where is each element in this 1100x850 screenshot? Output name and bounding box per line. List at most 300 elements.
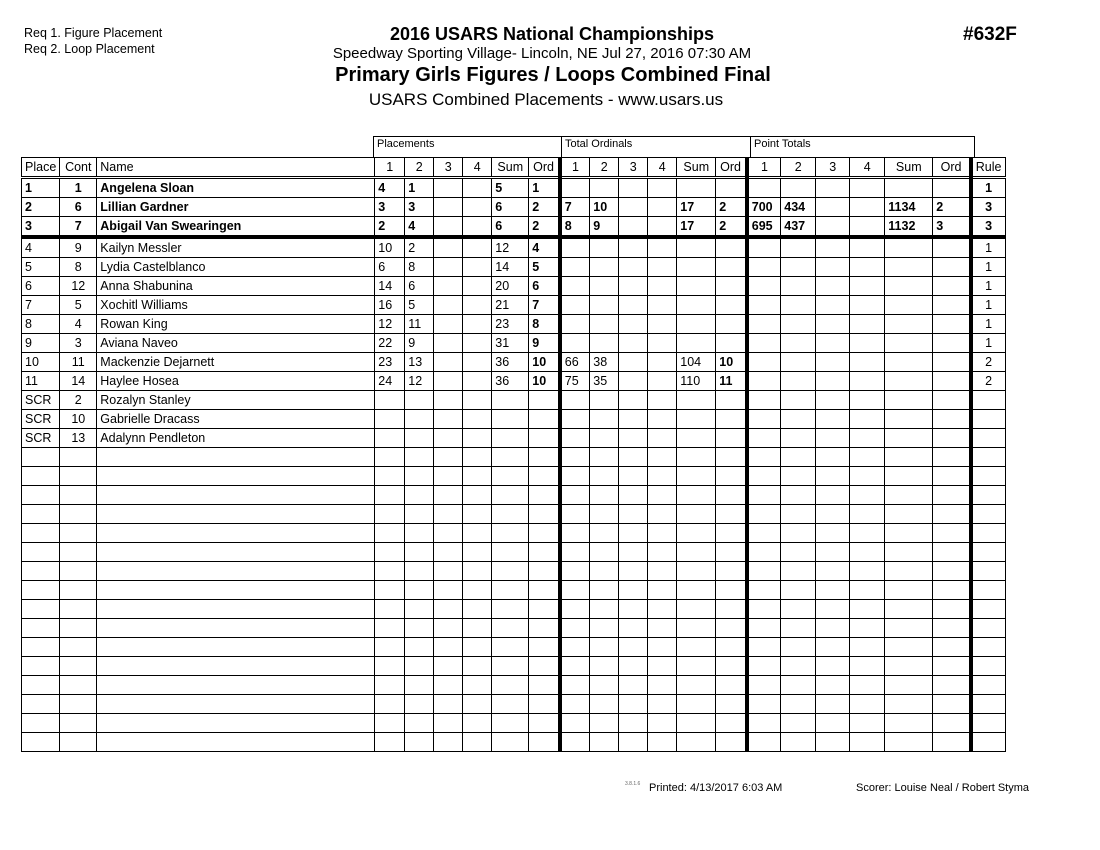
points-2-cell — [781, 315, 816, 334]
points-2-cell — [781, 448, 816, 467]
placement-1-cell: 12 — [375, 315, 405, 334]
points-1-cell — [747, 619, 781, 638]
placement-sum-cell — [492, 733, 529, 752]
placement-2-cell: 8 — [405, 258, 434, 277]
points-3-cell — [816, 657, 850, 676]
ordinal-1-cell — [560, 562, 590, 581]
ordinal-4-cell — [648, 334, 677, 353]
col-points-1: 1 — [747, 158, 781, 178]
placement-sum-cell: 5 — [492, 178, 529, 198]
place-cell — [22, 448, 60, 467]
rule-cell — [971, 524, 1005, 543]
ordinal-3-cell — [619, 448, 648, 467]
placement-1-cell: 3 — [375, 198, 405, 217]
ordinal-ord-cell — [716, 178, 747, 198]
placement-ord-cell — [529, 543, 560, 562]
name-cell — [97, 714, 375, 733]
ordinal-ord-cell — [716, 676, 747, 695]
placement-ord-cell: 8 — [529, 315, 560, 334]
rule-cell — [971, 638, 1005, 657]
rule-cell — [971, 505, 1005, 524]
ordinal-3-cell — [619, 676, 648, 695]
points-4-cell — [850, 562, 885, 581]
ordinal-sum-cell: 104 — [677, 353, 716, 372]
placement-sum-cell — [492, 467, 529, 486]
ordinal-3-cell — [619, 391, 648, 410]
placement-2-cell — [405, 600, 434, 619]
ordinal-1-cell: 8 — [560, 217, 590, 238]
cont-cell: 10 — [60, 410, 97, 429]
points-2-cell — [781, 178, 816, 198]
cont-cell — [60, 695, 97, 714]
place-cell: SCR — [22, 429, 60, 448]
placement-1-cell — [375, 733, 405, 752]
group-header-point-totals: Point Totals — [750, 136, 975, 157]
placement-ord-cell — [529, 695, 560, 714]
table-row — [22, 277, 1006, 296]
place-cell — [22, 486, 60, 505]
points-3-cell — [816, 600, 850, 619]
placement-ord-cell: 2 — [529, 198, 560, 217]
ordinal-sum-cell — [677, 277, 716, 296]
ordinal-1-cell — [560, 695, 590, 714]
points-ord-cell — [933, 372, 971, 391]
placement-sum-cell: 36 — [492, 372, 529, 391]
ordinal-2-cell — [590, 178, 619, 198]
name-cell — [97, 486, 375, 505]
ordinal-1-cell — [560, 467, 590, 486]
ordinal-sum-cell — [677, 638, 716, 657]
points-2-cell — [781, 467, 816, 486]
ordinal-3-cell — [619, 733, 648, 752]
placement-sum-cell: 31 — [492, 334, 529, 353]
placement-ord-cell: 7 — [529, 296, 560, 315]
ordinal-3-cell — [619, 198, 648, 217]
name-cell: Lillian Gardner — [97, 198, 375, 217]
ordinal-4-cell — [648, 448, 677, 467]
name-cell — [97, 467, 375, 486]
table-row — [22, 391, 1006, 410]
ordinal-1-cell — [560, 524, 590, 543]
points-ord-cell — [933, 334, 971, 353]
ordinal-3-cell — [619, 410, 648, 429]
ordinal-sum-cell — [677, 600, 716, 619]
placement-3-cell — [434, 714, 463, 733]
points-1-cell — [747, 429, 781, 448]
points-3-cell — [816, 619, 850, 638]
placement-1-cell — [375, 543, 405, 562]
placement-ord-cell: 5 — [529, 258, 560, 277]
ordinal-2-cell — [590, 467, 619, 486]
ordinal-2-cell — [590, 695, 619, 714]
cont-cell — [60, 733, 97, 752]
points-3-cell — [816, 638, 850, 657]
printed-timestamp: Printed: 4/13/2017 6:03 AM — [649, 782, 783, 794]
points-1-cell — [747, 334, 781, 353]
ordinal-2-cell — [590, 237, 619, 258]
placement-2-cell: 3 — [405, 198, 434, 217]
placement-ord-cell — [529, 638, 560, 657]
ordinal-4-cell — [648, 296, 677, 315]
points-ord-cell — [933, 638, 971, 657]
points-3-cell — [816, 237, 850, 258]
table-row — [22, 315, 1006, 334]
ordinal-sum-cell — [677, 524, 716, 543]
points-ord-cell — [933, 258, 971, 277]
ordinal-1-cell — [560, 258, 590, 277]
placement-2-cell — [405, 619, 434, 638]
name-cell — [97, 543, 375, 562]
col-placement-1: 1 — [375, 158, 405, 178]
points-1-cell — [747, 467, 781, 486]
placement-4-cell — [463, 467, 492, 486]
ordinal-4-cell — [648, 505, 677, 524]
points-2-cell — [781, 619, 816, 638]
ordinal-4-cell — [648, 581, 677, 600]
points-2-cell — [781, 676, 816, 695]
placement-2-cell — [405, 581, 434, 600]
ordinal-sum-cell — [677, 448, 716, 467]
rule-cell: 2 — [971, 353, 1005, 372]
placement-ord-cell — [529, 410, 560, 429]
points-1-cell — [747, 657, 781, 676]
placement-ord-cell — [529, 448, 560, 467]
placement-3-cell — [434, 237, 463, 258]
name-cell: Aviana Naveo — [97, 334, 375, 353]
event-title: Primary Girls Figures / Loops Combined Final — [335, 64, 771, 86]
placement-sum-cell — [492, 543, 529, 562]
points-sum-cell — [885, 258, 933, 277]
points-4-cell — [850, 258, 885, 277]
ordinal-sum-cell — [677, 676, 716, 695]
points-1-cell — [747, 391, 781, 410]
placement-3-cell — [434, 353, 463, 372]
table-row — [22, 198, 1006, 217]
placement-3-cell — [434, 296, 463, 315]
name-cell — [97, 505, 375, 524]
name-cell: Gabrielle Dracass — [97, 410, 375, 429]
ordinal-1-cell — [560, 277, 590, 296]
points-ord-cell — [933, 695, 971, 714]
name-cell — [97, 695, 375, 714]
ordinal-3-cell — [619, 296, 648, 315]
points-2-cell — [781, 638, 816, 657]
placement-sum-cell — [492, 657, 529, 676]
placement-3-cell — [434, 334, 463, 353]
placement-1-cell — [375, 714, 405, 733]
ordinal-3-cell — [619, 237, 648, 258]
ordinal-3-cell — [619, 714, 648, 733]
cont-cell — [60, 505, 97, 524]
cont-cell — [60, 562, 97, 581]
placement-sum-cell — [492, 695, 529, 714]
points-4-cell — [850, 198, 885, 217]
placement-2-cell: 12 — [405, 372, 434, 391]
ordinal-3-cell — [619, 258, 648, 277]
points-sum-cell — [885, 372, 933, 391]
points-4-cell — [850, 467, 885, 486]
points-2-cell — [781, 391, 816, 410]
ordinal-sum-cell: 110 — [677, 372, 716, 391]
col-ordinal-3: 3 — [619, 158, 648, 178]
points-ord-cell — [933, 714, 971, 733]
ordinal-3-cell — [619, 372, 648, 391]
placement-1-cell — [375, 581, 405, 600]
placement-ord-cell — [529, 619, 560, 638]
ordinal-4-cell — [648, 429, 677, 448]
points-sum-cell — [885, 486, 933, 505]
col-name: Name — [97, 158, 375, 178]
ordinal-1-cell — [560, 676, 590, 695]
ordinal-ord-cell — [716, 467, 747, 486]
ordinal-sum-cell — [677, 657, 716, 676]
points-4-cell — [850, 429, 885, 448]
points-3-cell — [816, 467, 850, 486]
ordinal-2-cell — [590, 315, 619, 334]
place-cell — [22, 695, 60, 714]
placement-sum-cell: 6 — [492, 217, 529, 238]
placement-3-cell — [434, 676, 463, 695]
placement-sum-cell: 20 — [492, 277, 529, 296]
empty-row — [22, 467, 1006, 486]
points-ord-cell — [933, 391, 971, 410]
placement-1-cell — [375, 619, 405, 638]
points-4-cell — [850, 391, 885, 410]
ordinal-1-cell — [560, 334, 590, 353]
placement-ord-cell — [529, 733, 560, 752]
ordinal-sum-cell — [677, 467, 716, 486]
points-sum-cell — [885, 733, 933, 752]
placement-ord-cell — [529, 467, 560, 486]
cont-cell: 4 — [60, 315, 97, 334]
cont-cell — [60, 467, 97, 486]
placement-4-cell — [463, 198, 492, 217]
table-row — [22, 334, 1006, 353]
scorer-names: Scorer: Louise Neal / Robert Styma — [856, 782, 1030, 794]
points-sum-cell — [885, 714, 933, 733]
points-1-cell — [747, 296, 781, 315]
ordinal-3-cell — [619, 543, 648, 562]
ordinal-ord-cell — [716, 543, 747, 562]
cont-cell: 2 — [60, 391, 97, 410]
ordinal-ord-cell — [716, 714, 747, 733]
ordinal-1-cell — [560, 581, 590, 600]
placement-sum-cell — [492, 600, 529, 619]
rule-cell: 3 — [971, 217, 1005, 238]
name-cell — [97, 733, 375, 752]
points-4-cell — [850, 733, 885, 752]
place-cell — [22, 733, 60, 752]
ordinal-2-cell — [590, 562, 619, 581]
place-cell: 11 — [22, 372, 60, 391]
name-cell: Abigail Van Swearingen — [97, 217, 375, 238]
points-2-cell — [781, 372, 816, 391]
placement-3-cell — [434, 277, 463, 296]
ordinal-ord-cell: 11 — [716, 372, 747, 391]
points-ord-cell — [933, 581, 971, 600]
col-ordinal-2: 2 — [590, 158, 619, 178]
placement-4-cell — [463, 619, 492, 638]
points-1-cell — [747, 600, 781, 619]
ordinal-3-cell — [619, 315, 648, 334]
ordinal-4-cell — [648, 638, 677, 657]
placement-ord-cell: 4 — [529, 237, 560, 258]
placement-4-cell — [463, 733, 492, 752]
rule-cell — [971, 486, 1005, 505]
rule-cell — [971, 543, 1005, 562]
placement-3-cell — [434, 258, 463, 277]
placement-4-cell — [463, 657, 492, 676]
placement-4-cell — [463, 296, 492, 315]
placement-sum-cell — [492, 505, 529, 524]
requirement-1: Req 1. Figure Placement — [24, 26, 163, 40]
placement-sum-cell: 21 — [492, 296, 529, 315]
table-row — [22, 217, 1006, 238]
ordinal-sum-cell — [677, 315, 716, 334]
points-3-cell — [816, 410, 850, 429]
empty-row — [22, 676, 1006, 695]
ordinal-3-cell — [619, 353, 648, 372]
points-2-cell — [781, 695, 816, 714]
place-cell: 1 — [22, 178, 60, 198]
cont-cell — [60, 581, 97, 600]
placement-3-cell — [434, 638, 463, 657]
points-ord-cell — [933, 237, 971, 258]
placement-2-cell — [405, 657, 434, 676]
points-2-cell: 434 — [781, 198, 816, 217]
cont-cell — [60, 657, 97, 676]
empty-row — [22, 695, 1006, 714]
placement-3-cell — [434, 505, 463, 524]
points-1-cell — [747, 315, 781, 334]
placement-4-cell — [463, 562, 492, 581]
rule-cell — [971, 581, 1005, 600]
place-cell — [22, 676, 60, 695]
placement-1-cell: 16 — [375, 296, 405, 315]
placement-3-cell — [434, 391, 463, 410]
cont-cell: 9 — [60, 237, 97, 258]
rule-cell — [971, 410, 1005, 429]
placement-4-cell — [463, 237, 492, 258]
ordinal-3-cell — [619, 505, 648, 524]
ordinal-4-cell — [648, 733, 677, 752]
points-2-cell — [781, 562, 816, 581]
points-ord-cell — [933, 600, 971, 619]
ordinal-4-cell — [648, 217, 677, 238]
place-cell: 3 — [22, 217, 60, 238]
points-3-cell — [816, 391, 850, 410]
points-sum-cell: 1132 — [885, 217, 933, 238]
placement-2-cell — [405, 391, 434, 410]
points-3-cell — [816, 277, 850, 296]
points-sum-cell — [885, 178, 933, 198]
name-cell: Angelena Sloan — [97, 178, 375, 198]
placement-2-cell: 9 — [405, 334, 434, 353]
points-sum-cell — [885, 391, 933, 410]
placement-3-cell — [434, 315, 463, 334]
place-cell — [22, 505, 60, 524]
placement-2-cell — [405, 676, 434, 695]
table-row — [22, 410, 1006, 429]
placement-sum-cell — [492, 524, 529, 543]
points-ord-cell — [933, 733, 971, 752]
table-row — [22, 258, 1006, 277]
ordinal-2-cell — [590, 543, 619, 562]
points-3-cell — [816, 676, 850, 695]
ordinal-sum-cell — [677, 543, 716, 562]
col-ordinal-1: 1 — [560, 158, 590, 178]
points-3-cell — [816, 315, 850, 334]
ordinal-ord-cell — [716, 277, 747, 296]
name-cell — [97, 676, 375, 695]
table-row — [22, 237, 1006, 258]
points-1-cell — [747, 448, 781, 467]
points-2-cell — [781, 410, 816, 429]
cont-cell: 1 — [60, 178, 97, 198]
points-sum-cell — [885, 600, 933, 619]
placement-4-cell — [463, 505, 492, 524]
points-1-cell: 695 — [747, 217, 781, 238]
ordinal-ord-cell — [716, 410, 747, 429]
placement-3-cell — [434, 410, 463, 429]
placement-ord-cell: 1 — [529, 178, 560, 198]
col-rule: Rule — [971, 158, 1005, 178]
place-cell: 9 — [22, 334, 60, 353]
points-4-cell — [850, 505, 885, 524]
ordinal-sum-cell — [677, 505, 716, 524]
col-points-ord: Ord — [933, 158, 971, 178]
ordinal-ord-cell — [716, 296, 747, 315]
points-1-cell — [747, 524, 781, 543]
empty-row — [22, 600, 1006, 619]
ordinal-4-cell — [648, 467, 677, 486]
empty-row — [22, 581, 1006, 600]
placement-4-cell — [463, 676, 492, 695]
cont-cell: 12 — [60, 277, 97, 296]
placement-sum-cell: 6 — [492, 198, 529, 217]
placement-1-cell — [375, 486, 405, 505]
points-sum-cell: 1134 — [885, 198, 933, 217]
empty-row — [22, 657, 1006, 676]
place-cell — [22, 619, 60, 638]
ordinal-sum-cell — [677, 391, 716, 410]
points-3-cell — [816, 178, 850, 198]
place-cell — [22, 581, 60, 600]
rule-cell: 2 — [971, 372, 1005, 391]
points-1-cell: 700 — [747, 198, 781, 217]
ordinal-1-cell — [560, 410, 590, 429]
ordinal-1-cell — [560, 638, 590, 657]
name-cell: Mackenzie Dejarnett — [97, 353, 375, 372]
cont-cell: 7 — [60, 217, 97, 238]
points-sum-cell — [885, 638, 933, 657]
placement-ord-cell — [529, 429, 560, 448]
ordinal-4-cell — [648, 353, 677, 372]
points-sum-cell — [885, 581, 933, 600]
placement-ord-cell — [529, 562, 560, 581]
placement-4-cell — [463, 638, 492, 657]
points-4-cell — [850, 600, 885, 619]
ordinal-ord-cell — [716, 505, 747, 524]
points-ord-cell — [933, 562, 971, 581]
ordinal-3-cell — [619, 638, 648, 657]
placement-3-cell — [434, 733, 463, 752]
points-4-cell — [850, 543, 885, 562]
ordinal-sum-cell: 17 — [677, 198, 716, 217]
rule-cell — [971, 733, 1005, 752]
placement-ord-cell: 10 — [529, 353, 560, 372]
points-2-cell — [781, 353, 816, 372]
